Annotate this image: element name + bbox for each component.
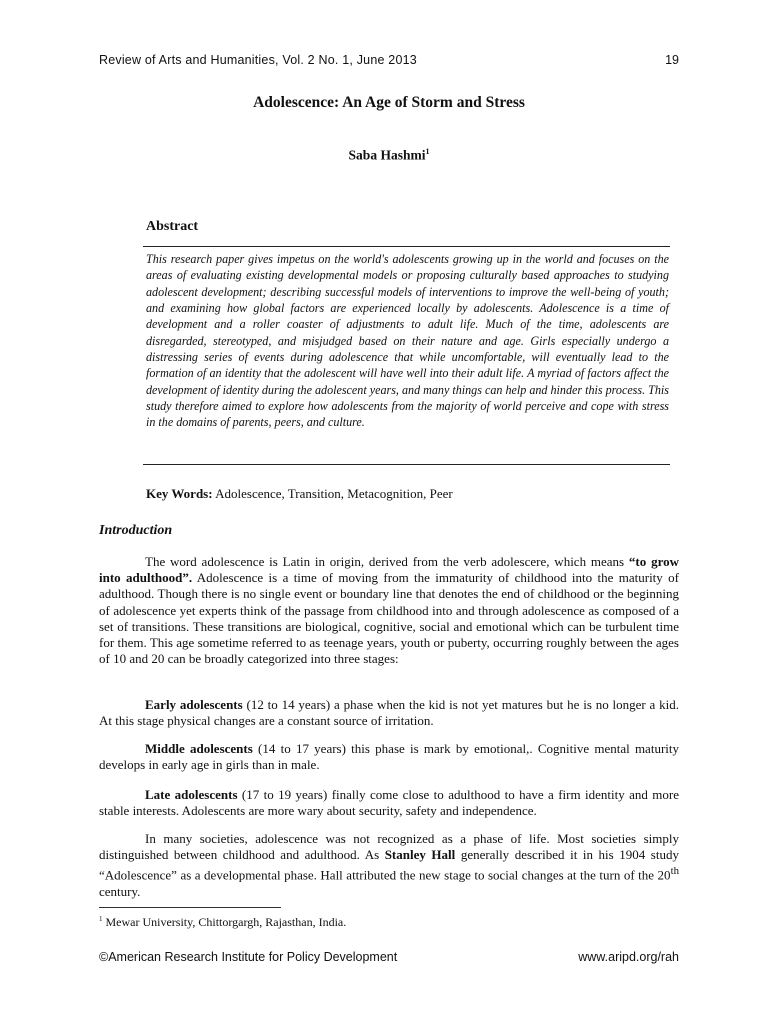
abstract-heading: Abstract xyxy=(146,219,199,234)
keywords-line xyxy=(146,486,453,502)
footnote-divider xyxy=(99,907,281,908)
running-header xyxy=(99,53,679,71)
abstract-box xyxy=(143,246,670,465)
paragraph-early-adolescents: Early adolescents (12 to 14 years) a phase when the kid is not yet matures but he is no longer a kid. At this stage physical changes are a constant source of irritation. xyxy=(99,697,679,729)
paper-title: Adolescence: An Age of Storm and Stress xyxy=(253,94,525,111)
paragraph-late-adolescents: Late adolescents (17 to 19 years) finally come close to adulthood to have a firm identity and more stable interests. Adolescents are more wary about security, safety and independence. xyxy=(99,787,679,819)
page-footer xyxy=(99,950,679,968)
paragraph-middle-adolescents: Middle adolescents (14 to 17 years) this phase is mark by emotional,. Cognitive mental maturity develops in early age in girls than in male. xyxy=(99,741,679,773)
author-name: Saba Hashmi xyxy=(348,147,426,163)
paragraph-5: In many societies, adolescence was not recognized as a phase of life. Most societies simply distinguished between childhood and adulthood. As Stanley Hall generally described it in his 1904 study “Adolescence” as a developmental phase. Hall attributed the new stage to social changes at the turn of the 20th century. xyxy=(99,831,679,899)
author-line xyxy=(99,147,679,164)
keywords-label: Key Words: xyxy=(146,486,213,501)
author-footnote-mark: 1 xyxy=(425,147,430,156)
footnote-mark: 1 xyxy=(99,915,103,923)
page-number: 19 xyxy=(665,53,679,67)
section-heading-introduction: Introduction xyxy=(99,523,173,538)
keywords-value: Adolescence, Transition, Metacognition, Peer xyxy=(215,486,453,501)
footer-organization: ©American Research Institute for Policy Development xyxy=(99,950,398,964)
journal-citation: Review of Arts and Humanities, Vol. 2 No. 1, June 2013 xyxy=(99,53,417,67)
paragraph-1: The word adolescence is Latin in origin, derived from the verb adolescere, which means “to grow into adulthood”. Adolescence is a time of moving from the immaturity of childhood into the maturity of adulthood. Though there is no single event or boundary line that denotes the end of childhood or the beginning of adolescence yet experts think of the passage from childhood into and through adolescence as composed of a set of transitions. These transitions are biological, cognitive, social and emotional which can be turbulent time for them. This age sometime referred to as teenage years, youth or puberty, occurring roughly between the ages of 10 and 20 can be broadly categorized into three stages: xyxy=(99,554,679,667)
footnote-text: Mewar University, Chittorgargh, Rajasthan, India. xyxy=(102,915,347,929)
abstract-text: This research paper gives impetus on the world's adolescents growing up in the world and focuses on the areas of evaluating existing developmental models or proposing culturally based approaches to studying adolescent development; describing successful models of interventions to improve the well-being of youth; and examining how global factors are experienced locally by adolescents. Adolescence is a time of development and a roller coaster of adjustments to adult life. Much of the time, adolescents are disregarded, stereotyped, and misjudged based on their nature and age. Girls especially undergo a distressing series of events during adolescence that while uncomfortable, will eventually lead to the formation of an identity that the adolescent will have well into their adult life. A myriad of factors affect the development of identity during the adolescent years, and many things can help and hinder this process. This study therefore aimed to explore how adolescents from the majority of world perceive and cope with stress in the domains of parents, peers, and culture. xyxy=(146,252,669,430)
footer-url[interactable]: www.aripd.org/rah xyxy=(578,950,679,964)
footnote xyxy=(99,915,346,930)
